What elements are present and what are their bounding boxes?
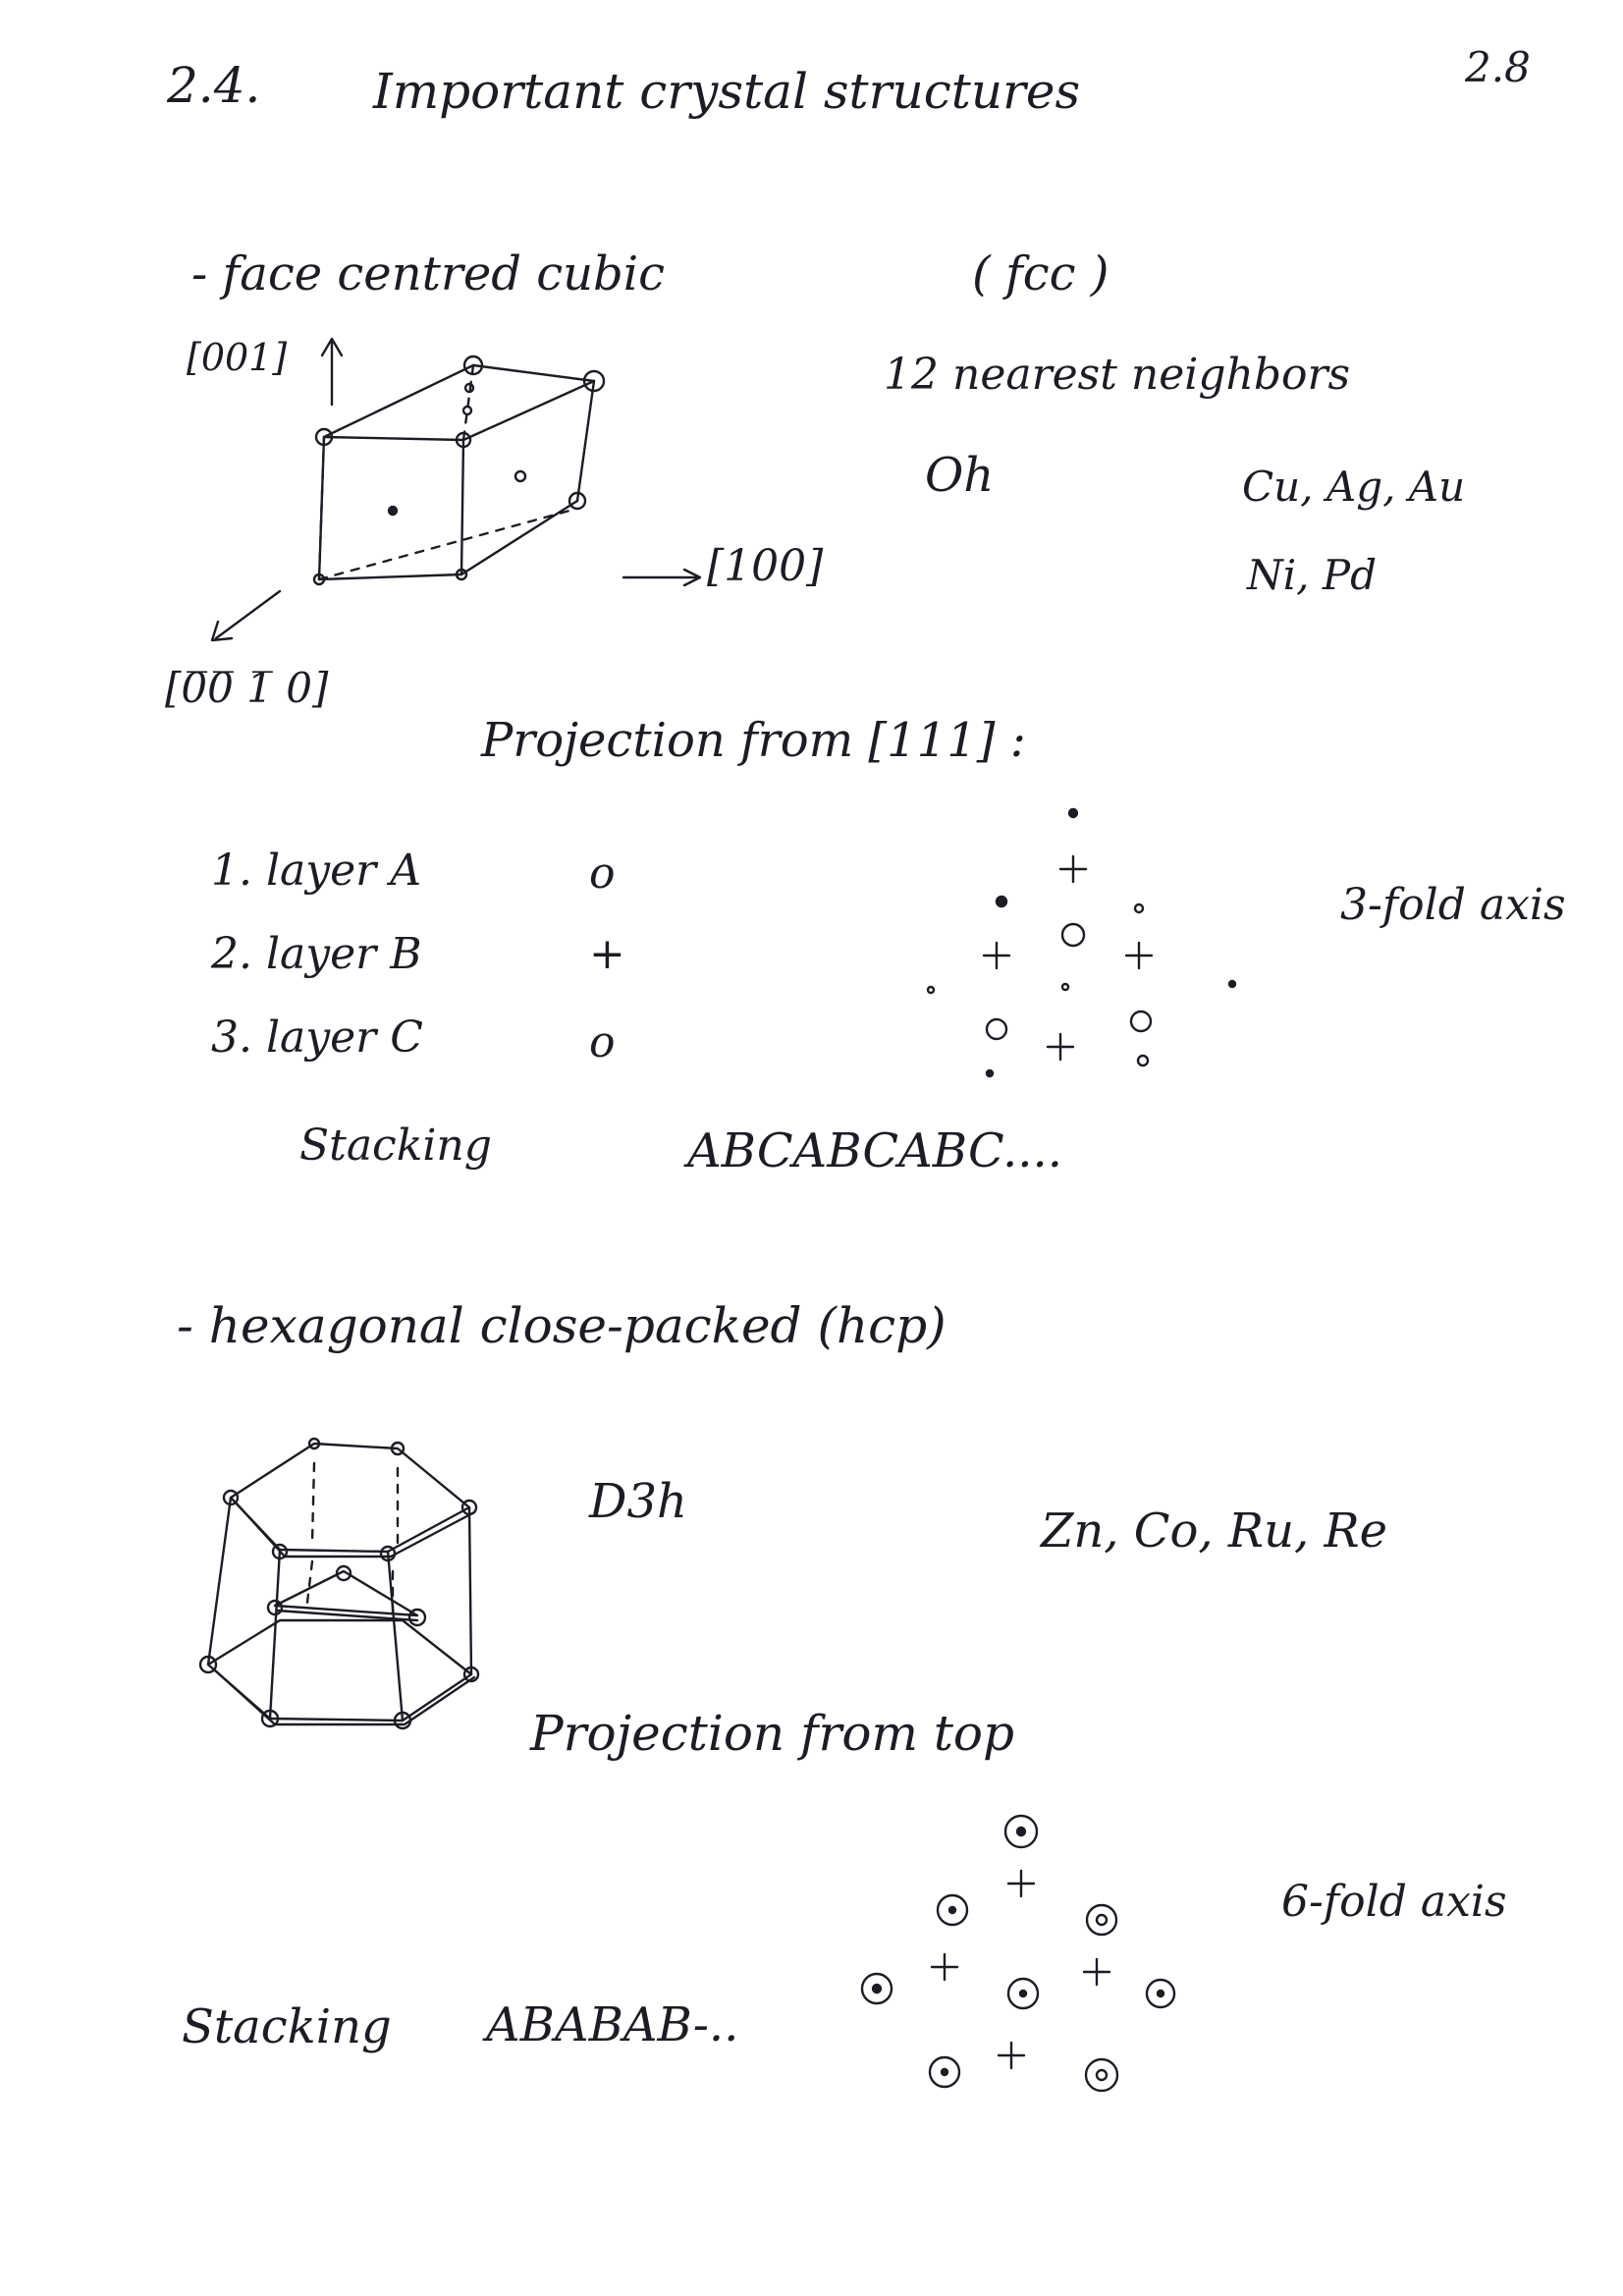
page-number: 2.8 — [1465, 43, 1531, 91]
fcc-neighbors: 12 nearest neighbors — [884, 350, 1351, 400]
fcc-axis-010-label: [0̅0̅ 1̅ 0] — [165, 664, 329, 712]
fcc-stacking-sequence: ABCABCABC.... — [687, 1123, 1062, 1178]
hcp-point-group: D3h — [589, 1474, 687, 1529]
fcc-layer-1-symbol: o — [589, 848, 616, 899]
hcp-metals: Zn, Co, Ru, Re — [1041, 1503, 1388, 1558]
fcc-layer-3-symbol: o — [589, 1017, 616, 1067]
fcc-layer-3: 3. layer C — [211, 1012, 423, 1063]
fcc-point-group: Oh — [925, 448, 995, 503]
hcp-heading: - hexagonal close-packed (hcp) — [177, 1297, 947, 1354]
fcc-axis-100-label: [100] — [707, 541, 824, 591]
fcc-abbreviation: ( fcc ) — [972, 246, 1109, 301]
section-number: 2.4. — [167, 57, 261, 114]
section-title: Important crystal structures — [373, 63, 1081, 120]
fcc-symmetry: 3-fold axis — [1340, 880, 1566, 930]
hcp-stacking-label: Stacking — [182, 1999, 392, 2054]
fcc-stacking-label: Stacking — [299, 1121, 492, 1171]
fcc-metals-line2: Ni, Pd — [1247, 551, 1378, 599]
fcc-metals-line1: Cu, Ag, Au — [1242, 463, 1466, 511]
hcp-symmetry: 6-fold axis — [1281, 1877, 1507, 1927]
fcc-heading: - face centred cubic — [191, 246, 665, 301]
fcc-layer-1: 1. layer A — [211, 846, 421, 896]
fcc-axis-001-label: [001] — [187, 336, 288, 379]
hcp-projection-title: Projection from top — [530, 1705, 1015, 1762]
hcp-stacking-sequence: ABABAB-.. — [486, 1997, 739, 2052]
fcc-projection-title: Projection from [111] : — [481, 713, 1026, 768]
fcc-layer-2-symbol: + — [589, 929, 625, 979]
fcc-layer-2: 2. layer B — [211, 929, 422, 979]
